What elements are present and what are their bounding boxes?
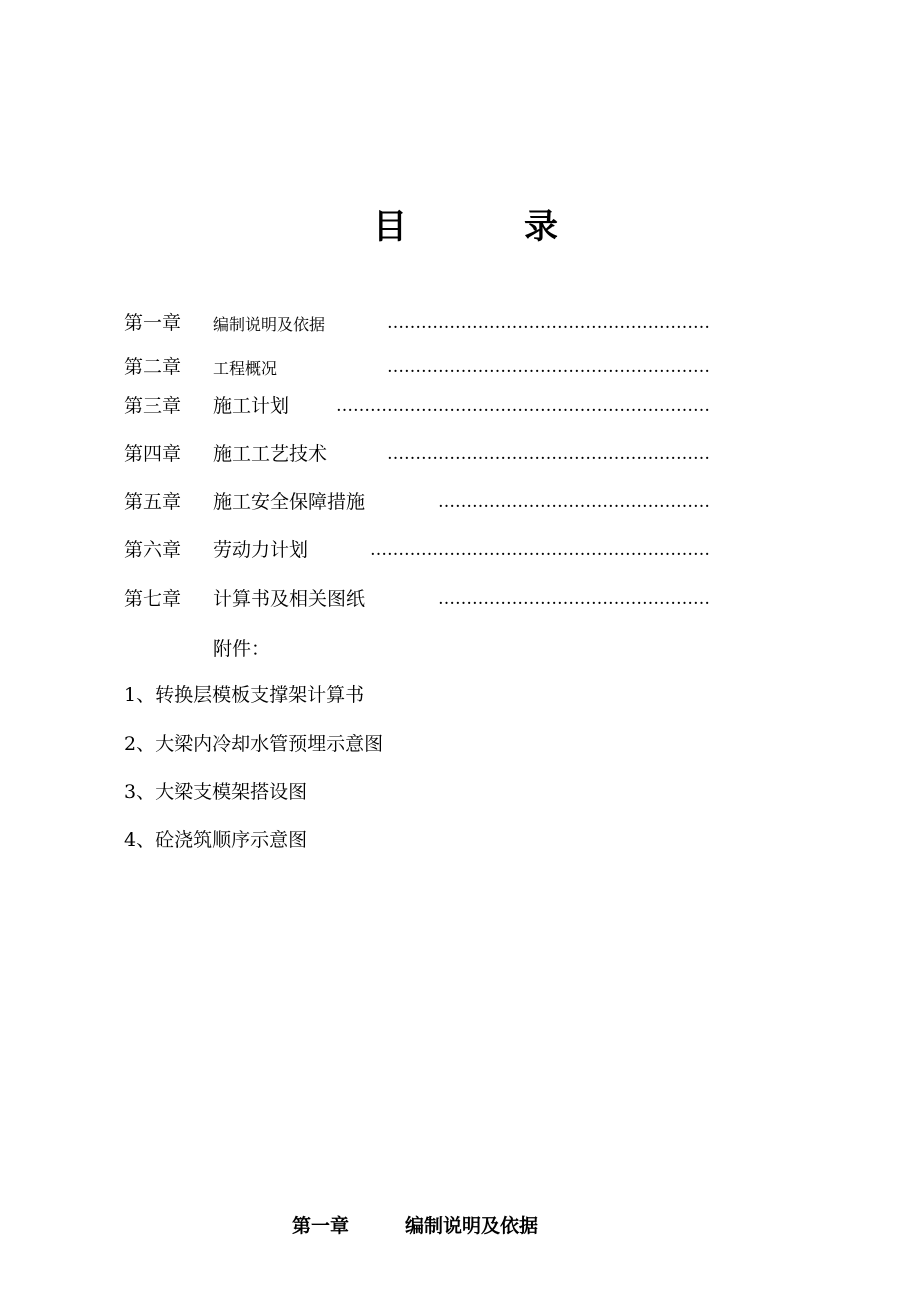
toc-chapter-number: 第二章	[124, 356, 182, 378]
toc-chapter-title: 编制说明及依据	[213, 310, 327, 340]
attachment-item[interactable]: 1、转换层模板支撑架计算书	[124, 684, 365, 706]
toc-chapter-title: 施工安全保障措施	[213, 487, 367, 517]
toc-leader-dots: …………………………………………	[438, 492, 710, 512]
toc-chapter-title: 施工计划	[213, 391, 291, 421]
toc-row-chapter-1[interactable]	[124, 308, 714, 338]
toc-row-chapter-4[interactable]	[124, 439, 714, 469]
toc-chapter-title: 计算书及相关图纸	[213, 584, 367, 614]
attachment-item[interactable]: 2、大梁内冷却水管预埋示意图	[124, 733, 384, 755]
toc-row-chapter-5[interactable]	[124, 487, 714, 517]
toc-chapter-title: 劳动力计划	[213, 535, 310, 565]
chapter-heading-title: 编制说明及依据	[405, 1215, 539, 1237]
page-title	[0, 205, 920, 249]
toc-chapter-number: 第三章	[124, 395, 182, 417]
toc-row-chapter-2[interactable]	[124, 352, 714, 382]
toc-leader-dots: …………………………………………………	[387, 313, 710, 333]
toc-chapter-title: 工程概况	[213, 354, 279, 384]
toc-row-chapter-6[interactable]	[124, 535, 714, 565]
toc-chapter-number: 第一章	[124, 312, 182, 334]
chapter-heading	[0, 1211, 920, 1241]
toc-leader-dots: ……………………………………………………	[370, 540, 710, 560]
toc-leader-dots: …………………………………………	[438, 589, 710, 609]
toc-row-chapter-7[interactable]	[124, 584, 714, 614]
toc-chapter-number: 第六章	[124, 539, 182, 561]
toc-row-chapter-3[interactable]	[124, 391, 714, 421]
attachments-label: 附件：	[213, 638, 271, 660]
title-char-2: 录	[524, 207, 558, 247]
toc-chapter-number: 第四章	[124, 443, 182, 465]
toc-chapter-number: 第五章	[124, 491, 182, 513]
attachment-item[interactable]: 3、大梁支模架搭设图	[124, 781, 308, 803]
toc-chapter-number: 第七章	[124, 588, 182, 610]
toc-chapter-title: 施工工艺技术	[213, 439, 329, 469]
attachment-item[interactable]: 4、砼浇筑顺序示意图	[124, 829, 308, 851]
toc-leader-dots: …………………………………………………	[387, 444, 710, 464]
toc-leader-dots: …………………………………………………	[387, 357, 710, 377]
title-char-1: 目	[373, 207, 407, 247]
toc-leader-dots: …………………………………………………………	[336, 396, 710, 416]
chapter-heading-number: 第一章	[292, 1215, 350, 1237]
